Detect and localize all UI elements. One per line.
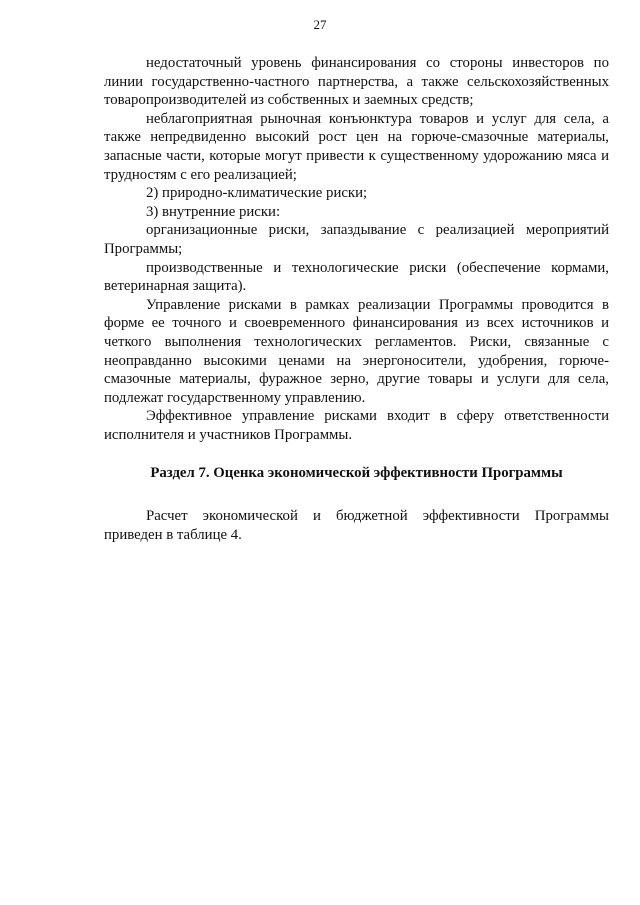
page-number: 27 bbox=[313, 17, 327, 32]
paragraph-climate-risk: 2) природно-климатические риски; bbox=[146, 185, 368, 202]
paragraph-market-risk: неблагоприятная рыночная конъюнктура товаров и услуг для села, а также непредвиденно высокий рост цен на горюче-смазочные материалы, запасные части, которые могут привести к существенному удорожанию мяса и трудностям с его реализацией; bbox=[104, 110, 609, 183]
document-body bbox=[104, 54, 609, 544]
paragraph-internal-risk: 3) внутренние риски: bbox=[146, 203, 281, 220]
paragraph-risk-management: Управление рисками в рамках реализации Программы проводится в форме ее точного и своевременного финансирования из всех источников и четкого выполнения технологических регламентов. Риски, связанные с неоправданно высокими ценами на энергоносители, удобрения, горюче-смазочные материалы, фуражное зерно, другие товары и услуги для села, подлежат государственному управлению. bbox=[104, 296, 609, 406]
paragraph-production-risk: производственные и технологические риски (обеспечение кормами, ветеринарная защита). bbox=[104, 259, 609, 295]
section-heading: Раздел 7. Оценка экономической эффективности Программы bbox=[150, 465, 563, 482]
paragraph-organizational-risk: организационные риски, запаздывание с реализацией мероприятий Программы; bbox=[104, 222, 609, 257]
paragraph-responsibility: Эффективное управление рисками входит в сферу ответственности исполнителя и участников Программы. bbox=[104, 408, 609, 443]
paragraph-funding-risk: недостаточный уровень финансирования со стороны инвесторов по линии государственно-частного партнерства, а также сельскохозяйственных товаропроизводителей из собственных и заемных средств; bbox=[104, 55, 609, 109]
paragraph-efficiency-calc: Расчет экономической и бюджетной эффективности Программы приведен в таблице 4. bbox=[104, 508, 609, 543]
